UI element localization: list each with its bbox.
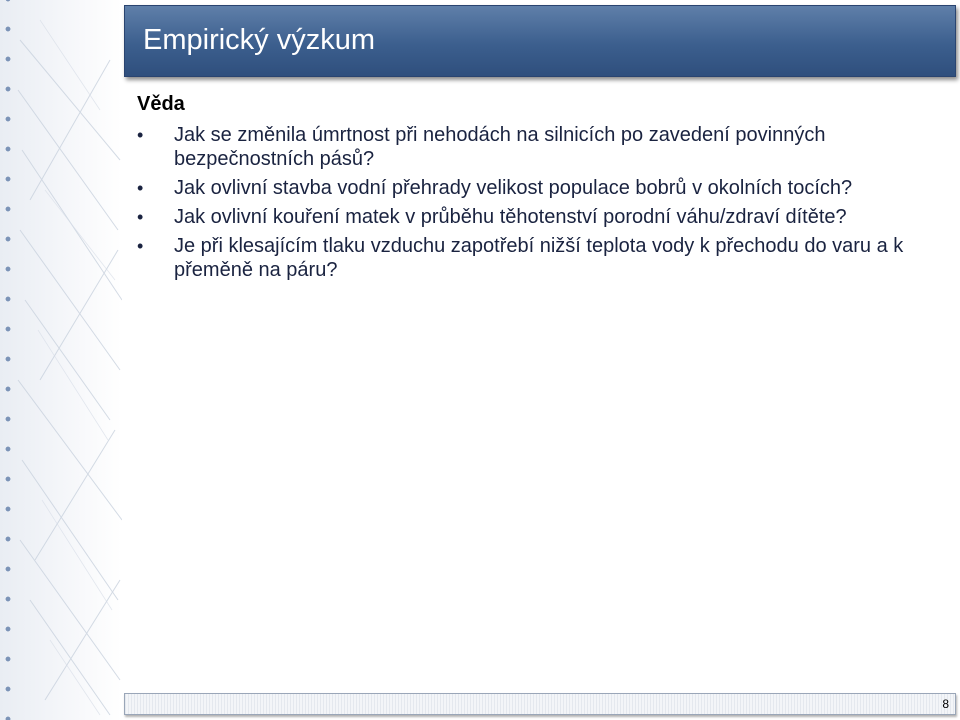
list-item bbox=[137, 176, 937, 200]
list-item-text: Jak se změnila úmrtnost při nehodách na silnicích po zavedení povinných bezpečnostních pásů? bbox=[174, 124, 826, 170]
list-item-text: Jak ovlivní stavba vodní přehrady velikost populace bobrů v okolních tocích? bbox=[174, 177, 853, 199]
bullet-list bbox=[137, 123, 937, 282]
bullet-icon: • bbox=[137, 207, 144, 227]
bullet-icon: • bbox=[137, 178, 144, 198]
list-item-text: Je při klesajícím tlaku vzduchu zapotřebí nižší teplota vody k přechodu do varu a k přeměně na páru? bbox=[174, 235, 904, 281]
bullet-icon: • bbox=[137, 125, 144, 145]
bullet-icon: • bbox=[137, 236, 144, 256]
section-heading: Věda bbox=[137, 93, 185, 115]
list-item bbox=[137, 123, 937, 171]
footer-bar bbox=[124, 693, 956, 715]
title-bar bbox=[124, 5, 956, 77]
list-item-text: Jak ovlivní kouření matek v průběhu těhotenství porodní váhu/zdraví dítěte? bbox=[174, 206, 847, 228]
list-item bbox=[137, 205, 937, 229]
slide-title: Empirický výzkum bbox=[143, 24, 376, 56]
page-number: 8 bbox=[942, 697, 949, 711]
decorative-side-strip bbox=[0, 0, 122, 720]
list-item bbox=[137, 234, 937, 282]
slide-content bbox=[137, 92, 937, 287]
decorative-hatch-pattern bbox=[0, 0, 122, 720]
decorative-dot-column bbox=[4, 0, 12, 720]
